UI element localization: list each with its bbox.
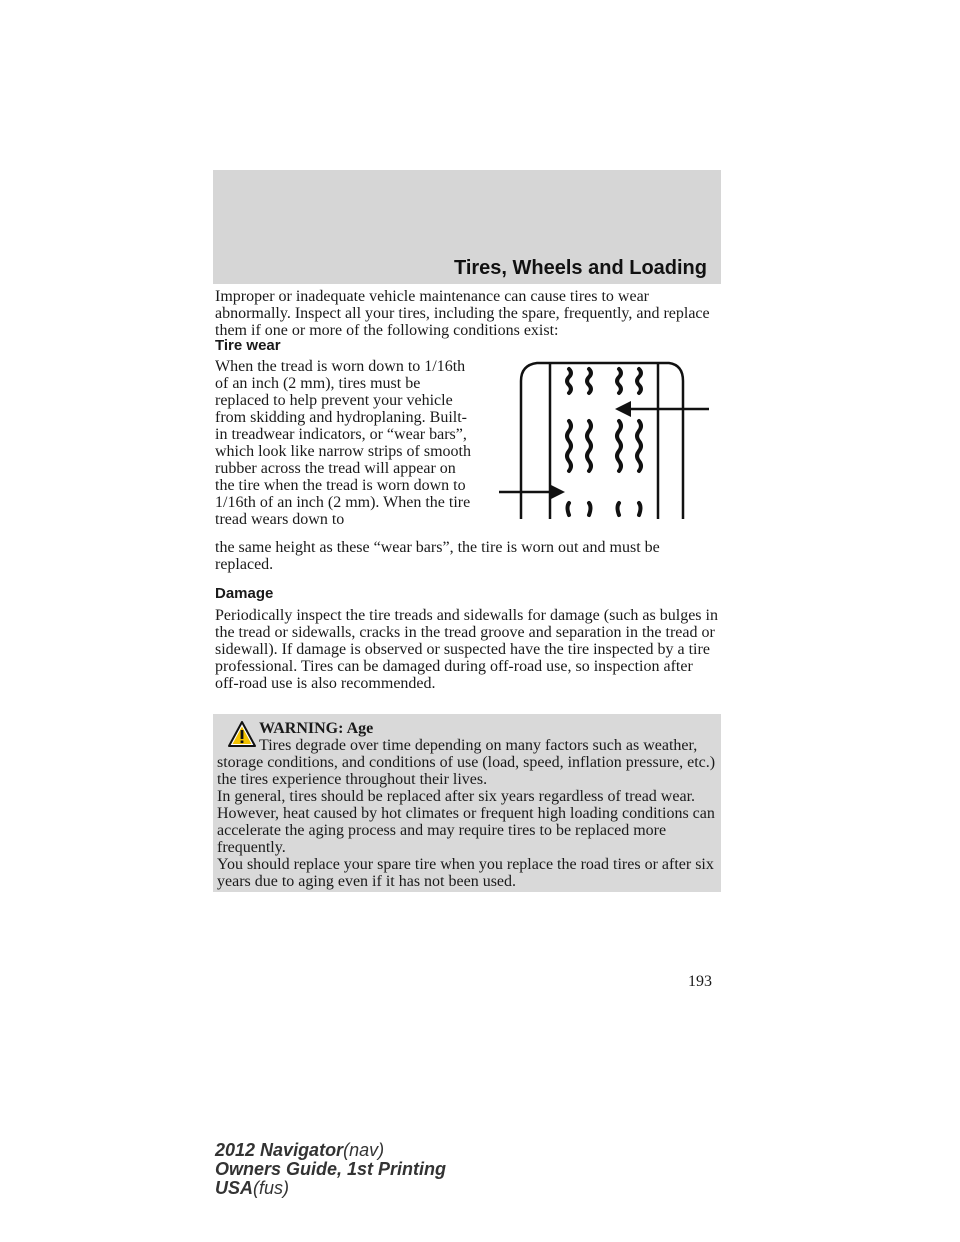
warning-box bbox=[213, 714, 721, 892]
warning-paragraph: Tires degrade over time depending on many factors such as weather, storage conditions, and conditions of use (load, speed, inflation pressure, etc.) the tires experience throughout their lives. bbox=[217, 737, 716, 788]
damage-heading: Damage bbox=[215, 585, 274, 602]
document-footer bbox=[215, 1141, 446, 1198]
tire-wear-paragraph: When the tread is worn down to 1/16th of an inch (2 mm), tires must be replaced to help prevent your vehicle from skidding and hydroplaning. Built-in treadwear indicators, or “wear bars”, which look like narrow strips of smooth rubber across the tread will appear on the tire when the tread is worn down to 1/16th of an inch (2 mm). When the tire tread wears down to bbox=[215, 358, 471, 528]
tire-wear-paragraph-continued: the same height as these “wear bars”, the tire is worn out and must be replaced. bbox=[215, 539, 660, 573]
tire-wear-heading: Tire wear bbox=[215, 337, 281, 354]
page-number: 193 bbox=[688, 973, 712, 990]
footer-model-code: (nav) bbox=[343, 1140, 385, 1160]
footer-model: 2012 Navigator bbox=[215, 1140, 344, 1160]
warning-paragraph: In general, tires should be replaced after six years regardless of tread wear. However, heat caused by hot climates or frequent high loading conditions can accelerate the aging process and may require tires to be replaced more frequently. bbox=[217, 788, 715, 856]
section-title: Tires, Wheels and Loading bbox=[453, 257, 707, 279]
footer-market: USA bbox=[215, 1178, 254, 1198]
footer-guide: Owners Guide, 1st Printing bbox=[215, 1159, 447, 1179]
tread-wear-bars-illustration bbox=[497, 361, 712, 521]
damage-paragraph: Periodically inspect the tire treads and sidewalls for damage (such as bulges in the tread or sidewalls, cracks in the tread groove and separation in the tread or sidewall). If damage is observed or suspected have the tire inspected by a tire professional. Tires can be damaged during off-road use, so inspection after off-road use is also recommended. bbox=[215, 607, 718, 692]
footer-market-code: (fus) bbox=[253, 1178, 290, 1198]
warning-body bbox=[217, 737, 717, 890]
intro-paragraph: Improper or inadequate vehicle maintenance can cause tires to wear abnormally. Inspect all your tires, including the spare, frequently, and replace them if one or more of the following conditions exist: bbox=[215, 288, 710, 339]
section-header-band bbox=[213, 170, 721, 284]
warning-paragraph: You should replace your spare tire when you replace the road tires or after six years due to aging even if it has not been used. bbox=[217, 856, 714, 890]
warning-title: WARNING: Age bbox=[259, 720, 374, 737]
